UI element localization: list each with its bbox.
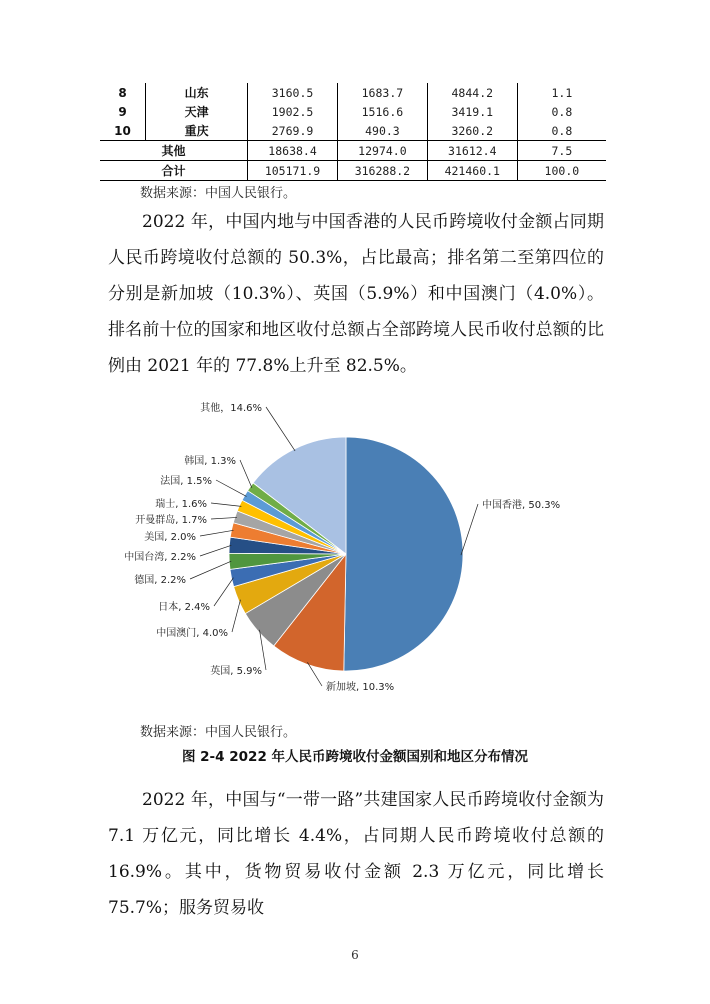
rank-cell: 10 (114, 123, 131, 138)
value-cell: 3419.1 (427, 102, 517, 121)
table-row-other (100, 141, 606, 161)
value-cell: 4844.2 (427, 83, 517, 102)
leader-line (461, 504, 478, 555)
value-cell: 3260.2 (427, 121, 517, 141)
value-cell: 105171.9 (248, 161, 338, 181)
slice-label: 新加坡, 10.3% (326, 682, 395, 693)
value-cell: 316288.2 (337, 161, 427, 181)
slice-label: 其他，14.6% (200, 403, 262, 414)
chart-source-note: 数据来源：中国人民银行。 (140, 725, 297, 740)
share-cell: 7.5 (517, 141, 606, 161)
pie-chart (0, 384, 710, 700)
slice-label: 开曼群岛, 1.7% (135, 515, 207, 526)
value-cell: 2769.9 (248, 121, 338, 141)
leader-line (266, 407, 295, 451)
leader-line (190, 561, 231, 579)
value-cell: 3160.5 (248, 83, 338, 102)
slice-label: 法国, 1.5% (160, 476, 212, 487)
slice-label: 韩国, 1.3% (184, 456, 236, 467)
value-cell: 1516.6 (337, 102, 427, 121)
page-number: 6 (351, 948, 359, 962)
value-cell: 12974.0 (337, 141, 427, 161)
other-label: 其他 (100, 141, 248, 161)
leader-line (211, 503, 241, 506)
slice-label: 中国台湾, 2.2% (124, 552, 196, 563)
leader-line (214, 578, 233, 606)
leader-line (232, 600, 240, 632)
value-cell: 1683.7 (337, 83, 427, 102)
table-row (100, 102, 606, 121)
slice-label: 美国, 2.0% (144, 532, 196, 543)
slice-label: 中国香港, 50.3% (482, 500, 561, 511)
rank-cell: 9 (118, 104, 127, 119)
leader-line (200, 545, 231, 556)
region-cell: 山东 (146, 83, 248, 102)
share-cell: 0.8 (517, 121, 606, 141)
slice-label: 日本, 2.4% (158, 602, 210, 613)
body-paragraph: 2022 年，中国内地与中国香港的人民币跨境收付金额占同期人民币跨境收付总额的 50.3%，占比最高；排名第二至第四位的分别是新加坡（10.3%）、英国（5.9%）和中国澳门（4.0%）。排名前十位的国家和地区收付总额占全部跨境人民币收付总额的比例由 2021 年的 77.8%上升至 82.5%。 (108, 212, 604, 376)
region-cell: 重庆 (146, 121, 248, 141)
table-row-total (100, 161, 606, 181)
pie-slice (344, 437, 463, 671)
leader-line (216, 480, 246, 496)
slice-label: 瑞士, 1.6% (155, 499, 207, 510)
rank-cell: 8 (118, 85, 127, 100)
region-cell: 天津 (146, 102, 248, 121)
figure-caption: 图 2-4 2022 年人民币跨境收付金额国别和地区分布情况 (181, 749, 529, 765)
total-label: 合计 (100, 161, 248, 181)
slice-label: 德国, 2.2% (134, 575, 186, 586)
slice-label: 中国澳门, 4.0% (156, 628, 228, 639)
value-cell: 421460.1 (427, 161, 517, 181)
leader-line (200, 530, 233, 536)
share-cell: 0.8 (517, 102, 606, 121)
share-cell: 100.0 (517, 161, 606, 181)
body-paragraph: 2022 年，中国与“一带一路”共建国家人民币跨境收付金额为 7.1 万亿元，同比增长 4.4%，占同期人民币跨境收付总额的 16.9%。其中，货物贸易收付金额 2.3 万亿元，同比增长 75.7%；服务贸易收 (108, 790, 604, 918)
value-cell: 18638.4 (248, 141, 338, 161)
value-cell: 490.3 (337, 121, 427, 141)
value-cell: 31612.4 (427, 141, 517, 161)
slice-label: 英国, 5.9% (210, 666, 262, 677)
data-table (100, 83, 606, 181)
value-cell: 1902.5 (248, 102, 338, 121)
table-source-note: 数据来源：中国人民银行。 (140, 186, 297, 201)
table-row (100, 121, 606, 141)
table-row (100, 83, 606, 102)
leader-line (240, 460, 252, 488)
share-cell: 1.1 (517, 83, 606, 102)
leader-line (211, 517, 237, 519)
